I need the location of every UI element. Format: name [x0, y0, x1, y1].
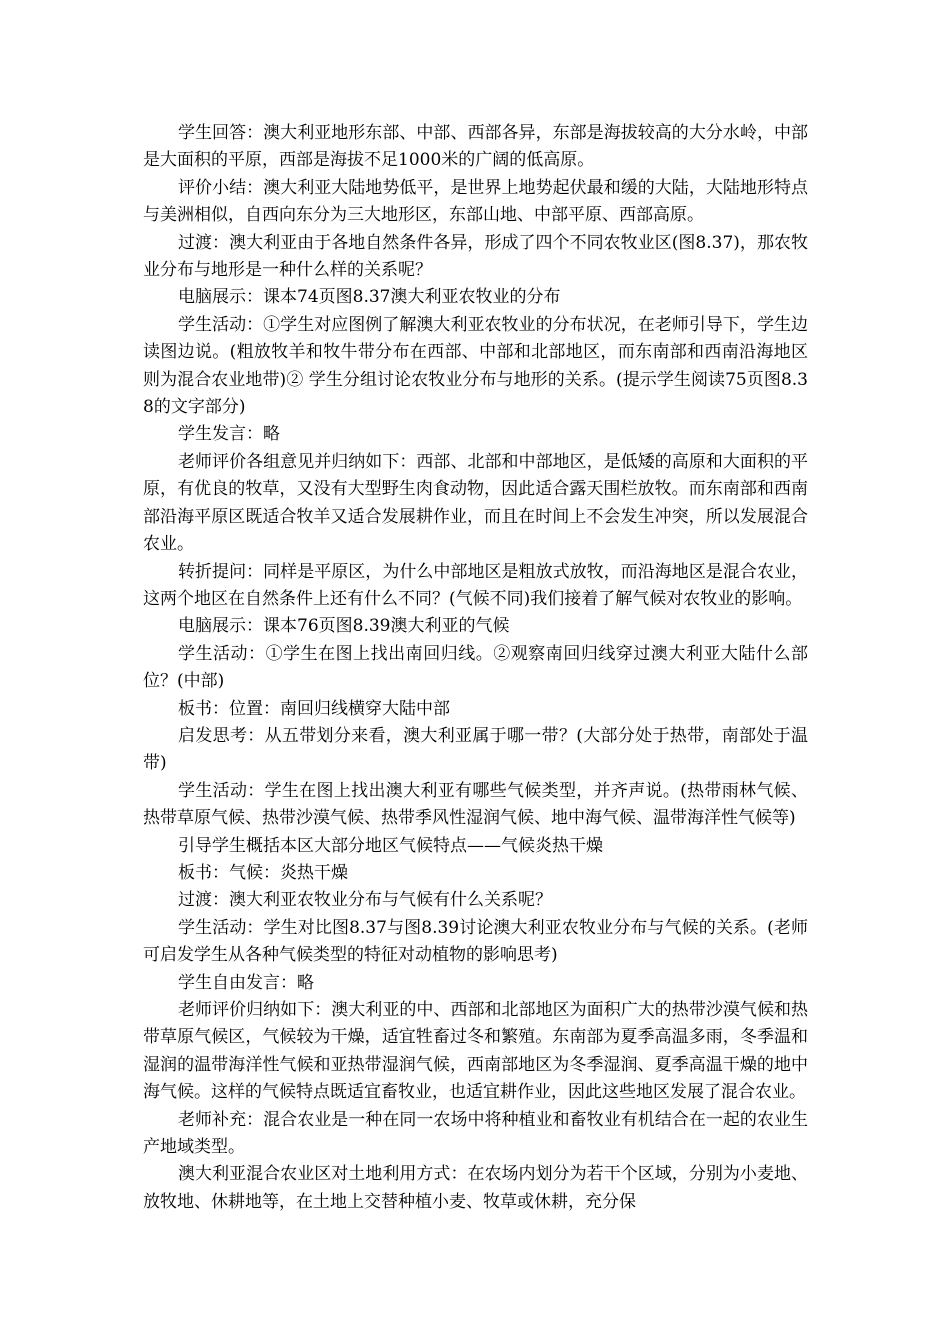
paragraph-student-activity-climate-types: 学生活动：学生在图上找出澳大利亚有哪些气候类型，并齐声说。(热带雨林气候、热带草原气候、热带沙漠气候、热带季风性湿润气候、地中海气候、温带海洋性气候等): [143, 780, 808, 829]
paragraph-board-position: 板书：位置：南回归线横穿大陆中部: [178, 698, 450, 719]
paragraph-transition: 过渡：澳大利亚由于各地自然条件各异，形成了四个不同农牧业区(图8.37)，那农牧业分布与地形是一种什么样的关系呢？: [143, 232, 808, 281]
paragraph-teacher-evaluation: 老师评价各组意见并归纳如下：西部、北部和中部地区，是低矮的高原和大面积的平原，有优良的牧草，又没有大型野生肉食动物，因此适合露天围栏放牧。而东南部和西南部沿海平原区既适合牧羊又适合发展耕作业，而且在时间上不会发生冲突，所以发展混合农业。: [143, 451, 808, 555]
paragraph-mixed-agriculture: 澳大利亚混合农业区对土地利用方式：在农场内划分为若干个区域，分别为小麦地、放牧地、休耕地等，在土地上交替种植小麦、牧草或休耕，充分保: [143, 1164, 808, 1212]
document-page: [143, 120, 808, 1216]
paragraph-student-activity-compare: 学生活动：学生对比图8.37与图8.39讨论澳大利亚农牧业分布与气候的关系。(老师可启发学生从各种气候类型的特征对动植物的影响思考): [143, 917, 808, 966]
paragraph-guide-summary: 引导学生概括本区大部分地区气候特点——气候炎热干燥: [178, 835, 603, 856]
paragraph-board-climate: 板书：气候：炎热干燥: [178, 862, 348, 883]
paragraph-transition-climate: 过渡：澳大利亚农牧业分布与气候有什么关系呢？: [178, 890, 552, 911]
paragraph-student-speech: 学生发言：略: [178, 424, 280, 445]
paragraph-inspire-thinking: 启发思考：从五带划分来看，澳大利亚属于哪一带？(大部分处于热带，南部处于温带): [143, 725, 808, 774]
paragraph-computer-display-climate: 电脑展示：课本76页图8.39澳大利亚的气候: [178, 616, 510, 637]
paragraph-teacher-evaluation-climate: 老师评价归纳如下：澳大利亚的中、西部和北部地区为面积广大的热带沙漠气候和热带草原气候区，气候较为干燥，适宜牲畜过冬和繁殖。东南部为夏季高温多雨，冬季温和湿润的温带海洋性气候和亚热带湿润气候，西南部地区为冬季湿润、夏季高温干燥的地中海气候。这样的气候特点既适宜畜牧业，也适宜耕作业，因此这些地区发展了混合农业。: [143, 1000, 808, 1103]
paragraph-teacher-supplement: 老师补充：混合农业是一种在同一农场中将种植业和畜牧业有机结合在一起的农业生产地域类型。: [143, 1109, 808, 1158]
paragraph-turning-question: 转折提问：同样是平原区，为什么中部地区是粗放式放牧，而沿海地区是混合农业，这两个地区在自然条件上还有什么不同？(气候不同)我们接着了解气候对农牧业的影响。: [143, 561, 808, 609]
paragraph-student-answer: 学生回答：澳大利亚地形东部、中部、西部各异，东部是海拔较高的大分水岭，中部是大面积的平原，西部是海拔不足1000米的广阔的低高原。: [143, 123, 808, 171]
paragraph-computer-display: 电脑展示：课本74页图8.37澳大利亚农牧业的分布: [178, 287, 561, 308]
paragraph-student-activity: 学生活动：①学生对应图例了解澳大利亚农牧业的分布状况，在老师引导下，学生边读图边说。(粗放牧羊和牧牛带分布在西部、中部和北部地区，而东南部和西南沿海地区则为混合农业地带)② 学生分组讨论农牧业分布与地形的关系。(提示学生阅读75页图8.38的文字部分): [143, 314, 808, 418]
paragraph-evaluation-summary: 评价小结：澳大利亚大陆地势低平，是世界上地势起伏最和缓的大陆，大陆地形特点与美洲相似，自西向东分为三大地形区，东部山地、中部平原、西部高原。: [143, 177, 808, 226]
paragraph-student-free-speech: 学生自由发言：略: [178, 972, 314, 993]
paragraph-student-activity-tropic: 学生活动：①学生在图上找出南回归线。②观察南回归线穿过澳大利亚大陆什么部位？(中部): [143, 643, 808, 692]
